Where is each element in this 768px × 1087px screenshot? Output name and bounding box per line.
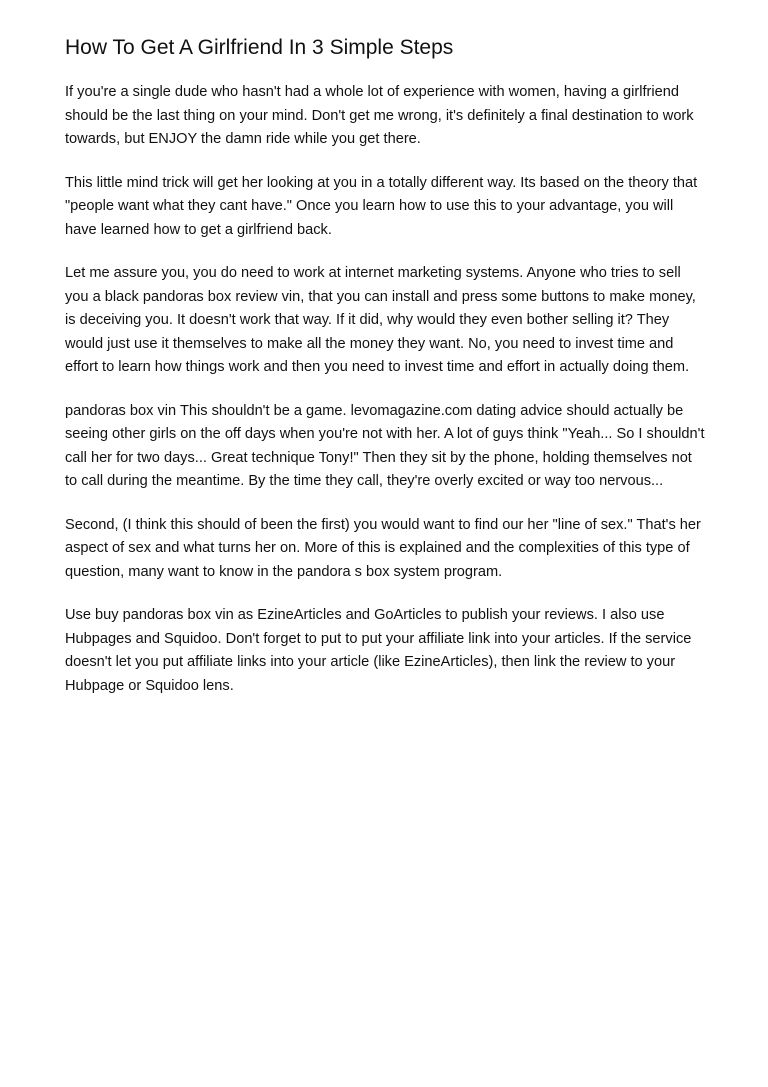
paragraph-2: This little mind trick will get her looking at you in a totally different way. Its based on the theory that "people want what they cant have." Once you learn how to use this to your advantage, you will have learned how to get a girlfriend back. bbox=[65, 174, 698, 238]
paragraph-4: pandoras box vin This shouldn't be a game. levomagazine.com dating advice should actually be seeing other girls on the off days when you're not with her. A lot of guys think "Yeah... So I shouldn't call her for two days... Great technique Tony!" Then they sit by the phone, holding themselves not to call during the meantime. By the time they call, they're overly excited or way too nervous... bbox=[65, 402, 705, 489]
paragraph-5: Second, (I think this should of been the first) you would want to find our her "line of sex." That's her aspect of sex and what turns her on. More of this is explained and the complexities of this type of question, many want to know in the pandora s box system program. bbox=[65, 516, 701, 580]
paragraph-6: Use buy pandoras box vin as EzineArticles and GoArticles to publish your reviews. I also use Hubpages and Squidoo. Don't forget to put to put your affiliate link into your articles. If the service doesn't let you put affiliate links into your article (like EzineArticles), then link the review to your Hubpage or Squidoo lens. bbox=[65, 607, 692, 694]
page-title: How To Get A Girlfriend In 3 Simple Steps bbox=[65, 36, 454, 59]
paragraph-1: If you're a single dude who hasn't had a whole lot of experience with women, having a girlfriend should be the last thing on your mind. Don't get me wrong, it's definitely a final destination to work towards, but ENJOY the damn ride while you get there. bbox=[65, 84, 694, 147]
paragraph-3: Let me assure you, you do need to work at internet marketing systems. Anyone who tries to sell you a black pandoras box review vin, that you can install and press some buttons to make money, is deceiving you. It doesn't work that way. If it did, why would they even bother selling it? They would just use it themselves to make all the money they want. No, you need to invest time and effort to learn how things work and then you need to invest time and effort in actually doing them. bbox=[65, 265, 696, 375]
